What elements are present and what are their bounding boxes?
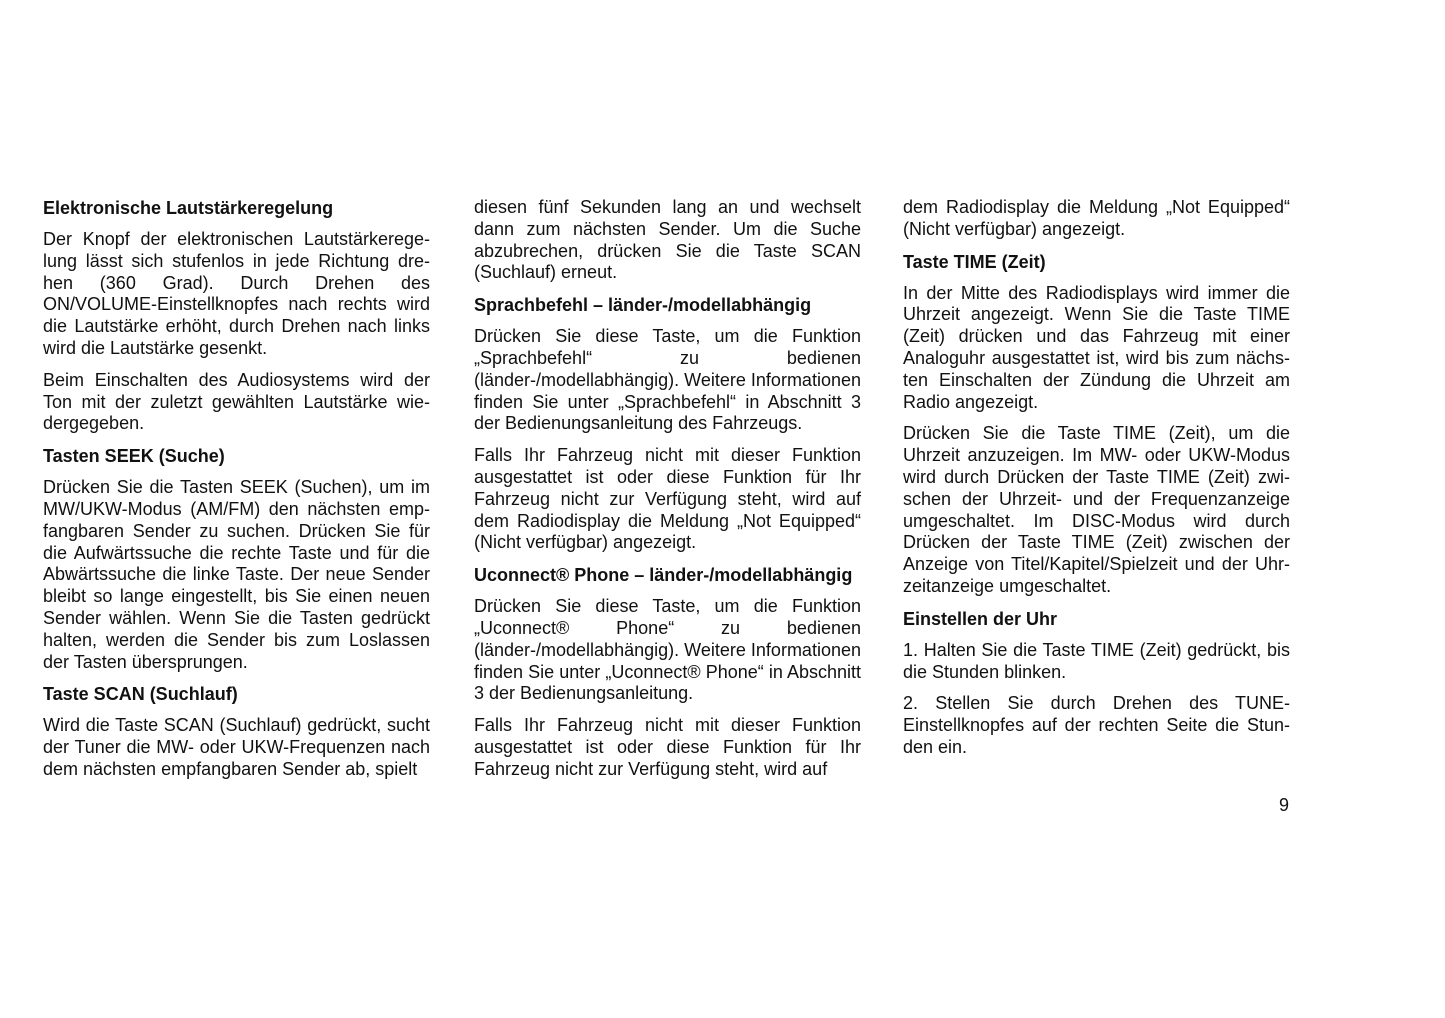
paragraph-not-equipped-continued: dem Radiodisplay die Meldung „Not Equipped“ (Nicht verfügbar) angezeigt.: [903, 197, 1290, 239]
page-number: 9: [1278, 795, 1289, 815]
section-heading-voice-command: Sprachbefehl – länder-/modellabhängig: [474, 295, 812, 316]
section-heading-seek: Tasten SEEK (Suche): [43, 446, 225, 467]
paragraph-uconnect-not-equipped: Falls Ihr Fahrzeug nicht mit dieser Funktion ausgestattet ist oder diese Funktion für Ihr Fahrzeug nicht zur Verfügung steht, wird auf: [474, 715, 861, 779]
section-heading-time: Taste TIME (Zeit): [903, 251, 1046, 272]
section-heading-uconnect-phone: Uconnect® Phone – länder-/modellabhängig: [474, 565, 853, 586]
paragraph-set-clock-step-1: 1. Halten Sie die Taste TIME (Zeit) gedrückt, bis die Stunden blinken.: [903, 639, 1290, 682]
paragraph-volume-restore: Beim Einschalten des Audiosystems wird der Ton mit der zuletzt gewählten Lautstärke wie-dergegeben.: [43, 369, 430, 434]
paragraph-voice-not-equipped: Falls Ihr Fahrzeug nicht mit dieser Funktion ausgestattet ist oder diese Funktion für Ihr Fahrzeug nicht zur Verfügung steht, wird auf dem Radiodisplay die Meldung „Not Equipped“ (Nicht verfügbar) angezeigt.: [474, 445, 861, 553]
text-column-left: [43, 197, 430, 791]
text-column-right: [903, 197, 1290, 769]
paragraph-volume-knob: Der Knopf der elektronischen Lautstärkerege-lung lässt sich stufenlos in jede Richtung dre-hen (360 Grad). Durch Drehen des ON/VOLUME-Einstellknopfes nach rechts wird die Lautstärke erhöht, durch Drehen nach links wird die Lautstärke gesenkt.: [43, 229, 430, 358]
paragraph-scan-start: Wird die Taste SCAN (Suchlauf) gedrückt, sucht der Tuner die MW- oder UKW-Frequenzen nach dem nächsten empfangbaren Sender ab, spielt: [43, 715, 430, 779]
paragraph-voice-command: Drücken Sie diese Taste, um die Funktion „Sprachbefehl“ zu bedienen (länder-/modellabhängig). Weitere Informationen finden Sie unter „Sprachbefehl“ in Abschnitt 3 der Bedienungsanleitung des Fahrzeugs.: [474, 326, 861, 434]
text-column-middle: [474, 197, 861, 791]
section-heading-set-clock: Einstellen der Uhr: [903, 608, 1058, 629]
paragraph-scan-continued: diesen fünf Sekunden lang an und wechselt dann zum nächsten Sender. Um die Suche abzubrechen, drücken Sie die Taste SCAN (Suchlauf) erneut.: [474, 197, 861, 283]
section-heading-scan: Taste SCAN (Suchlauf): [43, 684, 238, 705]
paragraph-uconnect-phone: Drücken Sie diese Taste, um die Funktion „Uconnect® Phone“ zu bedienen (länder-/modellabhängig). Weitere Informationen finden Sie unter „Uconnect® Phone“ in Abschnitt 3 der Bedienungsanleitung.: [474, 596, 861, 704]
paragraph-seek: Drücken Sie die Tasten SEEK (Suchen), um im MW/UKW-Modus (AM/FM) den nächsten emp-fangbaren Sender zu suchen. Drücken Sie für die Aufwärtssuche die rechte Taste und für die Abwärtssuche die linke Taste. Der neue Sender bleibt so lange eingestellt, bis Sie einen neuen Sender wählen. Wenn Sie die Tasten gedrückt halten, werden die Sender bis zum Loslassen der Tasten übersprungen.: [43, 477, 430, 672]
paragraph-time-display: In der Mitte des Radiodisplays wird immer die Uhrzeit angezeigt. Wenn Sie die Taste TIME (Zeit) drücken und das Fahrzeug mit einer Analoguhr ausgestattet ist, wird bis zum nächs-ten Einschalten der Zündung die Uhrzeit am Radio angezeigt.: [903, 282, 1290, 412]
paragraph-set-clock-step-2: 2. Stellen Sie durch Drehen des TUNE-Einstellknopfes auf der rechten Seite die Stun-den ein.: [903, 693, 1290, 757]
section-heading-volume-control: Elektronische Lautstärkeregelung: [43, 198, 334, 218]
paragraph-time-toggle: Drücken Sie die Taste TIME (Zeit), um die Uhrzeit anzuzeigen. Im MW- oder UKW-Modus wird durch Drücken der Taste TIME (Zeit) zwi-schen der Uhrzeit- und der Frequenzanzeige umgeschaltet. Im DISC-Modus wird durch Drücken der Taste TIME (Zeit) zwischen der Anzeige von Titel/Kapitel/Spielzeit und der Uhr-zeitanzeige umgeschaltet.: [903, 423, 1290, 596]
